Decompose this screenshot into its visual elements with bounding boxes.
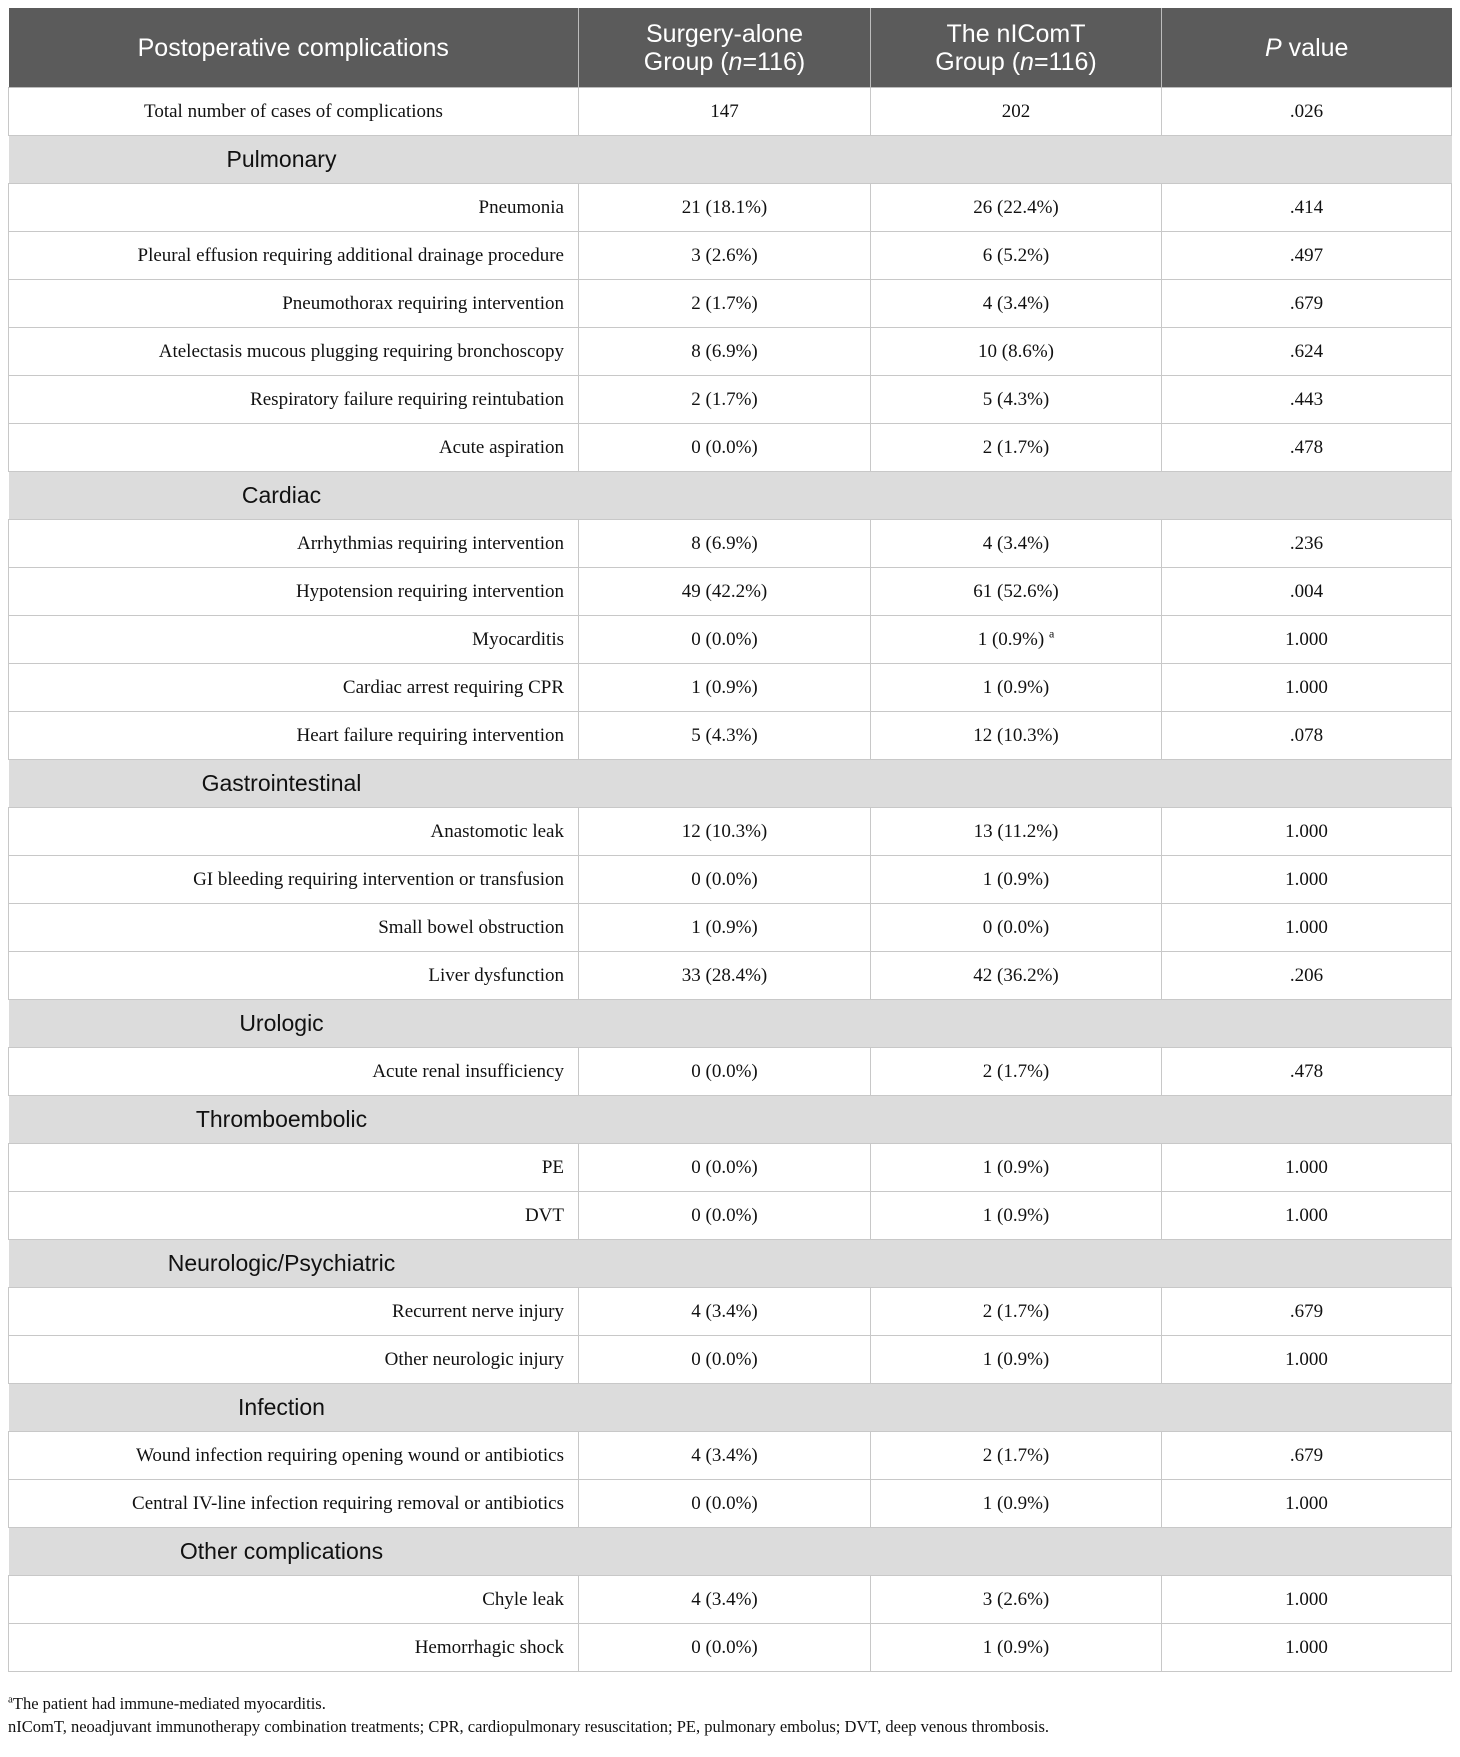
p-value: 1.000 <box>1162 1144 1452 1192</box>
nicomt-value: 1 (0.9%) <box>982 1204 1050 1226</box>
complication-label: Hypotension requiring intervention <box>9 568 579 616</box>
category-label: Other complications <box>179 1538 384 1564</box>
p-value: .624 <box>1162 328 1452 376</box>
complication-label: Pleural effusion requiring additional drainage procedure <box>9 232 579 280</box>
table-row <box>9 328 1452 376</box>
table-row <box>9 664 1452 712</box>
category-row <box>9 760 1452 808</box>
complication-label: Myocarditis <box>9 616 579 664</box>
p-value: .414 <box>1162 184 1452 232</box>
table-row <box>9 712 1452 760</box>
header-row <box>9 8 1452 88</box>
p-value: .679 <box>1162 1432 1452 1480</box>
header-surgery-alone-line1: Surgery-alone <box>645 19 804 48</box>
surgery-alone-value: 0 (0.0%) <box>579 1624 871 1672</box>
nicomt-value: 26 (22.4%) <box>973 196 1059 218</box>
p-value: .679 <box>1162 1288 1452 1336</box>
surgery-alone-value: 5 (4.3%) <box>579 712 871 760</box>
table-row <box>9 1576 1452 1624</box>
nicomt-cell <box>871 280 1162 328</box>
table-row <box>9 1480 1452 1528</box>
header-surgery-alone-line2-pre: Group ( <box>643 47 729 76</box>
p-value: 1.000 <box>1162 616 1452 664</box>
surgery-alone-value: 4 (3.4%) <box>579 1576 871 1624</box>
header-nicomt-line1: The nIComT <box>946 19 1086 48</box>
complication-label: Pneumonia <box>9 184 579 232</box>
category-cell <box>9 1096 1452 1144</box>
header-surgery-alone <box>579 8 871 88</box>
nicomt-cell <box>871 712 1162 760</box>
complication-label: Liver dysfunction <box>9 952 579 1000</box>
surgery-alone-value: 0 (0.0%) <box>579 1192 871 1240</box>
nicomt-value: 0 (0.0%) <box>982 916 1050 938</box>
nicomt-cell <box>871 328 1162 376</box>
category-label: Urologic <box>239 1010 324 1036</box>
category-label: Gastrointestinal <box>201 770 362 796</box>
nicomt-cell <box>871 424 1162 472</box>
header-surgery-alone-line2-post: =116) <box>742 47 806 76</box>
category-label: Pulmonary <box>226 146 337 172</box>
surgery-alone-value: 0 (0.0%) <box>579 1336 871 1384</box>
surgery-alone-value: 0 (0.0%) <box>579 424 871 472</box>
p-value: 1.000 <box>1162 1624 1452 1672</box>
category-label: Cardiac <box>241 482 322 508</box>
complication-label: Central IV-line infection requiring removal or antibiotics <box>9 1480 579 1528</box>
nicomt-value: 2 (1.7%) <box>982 436 1050 458</box>
nicomt-cell <box>871 664 1162 712</box>
nicomt-cell <box>871 1048 1162 1096</box>
header-complications-label: Postoperative complications <box>137 33 449 62</box>
p-value: .679 <box>1162 280 1452 328</box>
complication-label: GI bleeding requiring intervention or transfusion <box>9 856 579 904</box>
category-cell <box>9 1000 1452 1048</box>
complication-label: PE <box>9 1144 579 1192</box>
table-header <box>9 8 1452 88</box>
footnotes <box>8 1692 1049 1738</box>
nicomt-value: 13 (11.2%) <box>973 820 1059 842</box>
complications-table <box>8 8 1452 1672</box>
table-row <box>9 856 1452 904</box>
nicomt-value: 6 (5.2%) <box>982 244 1050 266</box>
category-cell <box>9 760 1452 808</box>
nicomt-value: 1 (0.9%) <box>982 1156 1050 1178</box>
surgery-alone-value: 49 (42.2%) <box>579 568 871 616</box>
table-row <box>9 184 1452 232</box>
nicomt-cell <box>871 808 1162 856</box>
table-row <box>9 808 1452 856</box>
complication-label: Pneumothorax requiring intervention <box>9 280 579 328</box>
category-label: Thromboembolic <box>195 1106 368 1132</box>
surgery-alone-value: 8 (6.9%) <box>579 328 871 376</box>
category-cell <box>9 472 1452 520</box>
nicomt-cell <box>871 616 1162 664</box>
header-p-rest: value <box>1281 33 1349 62</box>
table-row <box>9 1144 1452 1192</box>
surgery-alone-value: 21 (18.1%) <box>579 184 871 232</box>
complication-label: Heart failure requiring intervention <box>9 712 579 760</box>
surgery-alone-value: 12 (10.3%) <box>579 808 871 856</box>
surgery-alone-value: 1 (0.9%) <box>579 664 871 712</box>
total-surgery-alone: 147 <box>579 88 871 136</box>
nicomt-cell <box>871 1480 1162 1528</box>
total-nicomt: 202 <box>871 88 1162 136</box>
category-row <box>9 1000 1452 1048</box>
p-value: 1.000 <box>1162 1576 1452 1624</box>
p-value: .443 <box>1162 376 1452 424</box>
header-nicomt <box>871 8 1162 88</box>
p-value: 1.000 <box>1162 1336 1452 1384</box>
p-value: .004 <box>1162 568 1452 616</box>
nicomt-cell <box>871 1432 1162 1480</box>
p-value: 1.000 <box>1162 1192 1452 1240</box>
nicomt-cell <box>871 1288 1162 1336</box>
nicomt-cell <box>871 1576 1162 1624</box>
category-label: Neurologic/Psychiatric <box>167 1250 396 1276</box>
surgery-alone-value: 8 (6.9%) <box>579 520 871 568</box>
p-value: .078 <box>1162 712 1452 760</box>
nicomt-cell <box>871 1192 1162 1240</box>
nicomt-value: 10 (8.6%) <box>978 340 1054 362</box>
nicomt-value: 5 (4.3%) <box>982 388 1050 410</box>
surgery-alone-value: 33 (28.4%) <box>579 952 871 1000</box>
nicomt-value: 3 (2.6%) <box>982 1588 1050 1610</box>
footnote-marker: a <box>1048 626 1055 641</box>
surgery-alone-value: 4 (3.4%) <box>579 1432 871 1480</box>
nicomt-value: 1 (0.9%) <box>982 676 1050 698</box>
category-row <box>9 1528 1452 1576</box>
nicomt-cell <box>871 952 1162 1000</box>
category-row <box>9 1096 1452 1144</box>
nicomt-value: 12 (10.3%) <box>973 724 1059 746</box>
nicomt-value: 4 (3.4%) <box>982 292 1050 314</box>
nicomt-value: 42 (36.2%) <box>973 964 1059 986</box>
nicomt-value: 1 (0.9%) <box>982 1348 1050 1370</box>
category-row <box>9 136 1452 184</box>
complication-label: Atelectasis mucous plugging requiring bronchoscopy <box>9 328 579 376</box>
nicomt-cell <box>871 1624 1162 1672</box>
table-body <box>9 88 1452 1672</box>
nicomt-cell <box>871 1144 1162 1192</box>
table-row <box>9 520 1452 568</box>
total-label: Total number of cases of complications <box>9 88 579 136</box>
footnote-a-marker: a <box>8 1693 13 1706</box>
complication-label: Other neurologic injury <box>9 1336 579 1384</box>
header-nicomt-line2-pre: Group ( <box>935 47 1021 76</box>
footnote-abbreviations: nIComT, neoadjuvant immunotherapy combination treatments; CPR, cardiopulmonary resuscitation; PE, pulmonary embolus; DVT, deep venous thrombosis. <box>8 1717 1050 1736</box>
table-row <box>9 568 1452 616</box>
nicomt-cell <box>871 856 1162 904</box>
complication-label: Cardiac arrest requiring CPR <box>9 664 579 712</box>
nicomt-value: 4 (3.4%) <box>982 532 1050 554</box>
footnote-a-text: The patient had immune-mediated myocarditis. <box>12 1694 326 1713</box>
complication-label: DVT <box>9 1192 579 1240</box>
p-value: .206 <box>1162 952 1452 1000</box>
table-row <box>9 1288 1452 1336</box>
category-cell <box>9 1240 1452 1288</box>
category-cell <box>9 1528 1452 1576</box>
nicomt-cell <box>871 232 1162 280</box>
table-row <box>9 280 1452 328</box>
total-row <box>9 88 1452 136</box>
header-p-italic: P <box>1265 33 1282 62</box>
footnote-a <box>8 1692 1049 1715</box>
category-row <box>9 1384 1452 1432</box>
nicomt-cell <box>871 520 1162 568</box>
header-nicomt-line2-post: =116) <box>1033 47 1097 76</box>
nicomt-cell <box>871 904 1162 952</box>
table-row <box>9 1336 1452 1384</box>
total-p-value: .026 <box>1162 88 1452 136</box>
p-value: 1.000 <box>1162 664 1452 712</box>
nicomt-value: 1 (0.9%) <box>982 1636 1050 1658</box>
category-row <box>9 1240 1452 1288</box>
complications-table-container <box>8 8 1451 1672</box>
table-row <box>9 1192 1452 1240</box>
complication-label: Small bowel obstruction <box>9 904 579 952</box>
category-cell <box>9 1384 1452 1432</box>
surgery-alone-value: 0 (0.0%) <box>579 1048 871 1096</box>
p-value: .478 <box>1162 1048 1452 1096</box>
p-value: .497 <box>1162 232 1452 280</box>
nicomt-value: 61 (52.6%) <box>973 580 1059 602</box>
nicomt-value: 1 (0.9%) <box>982 1492 1050 1514</box>
p-value: 1.000 <box>1162 856 1452 904</box>
nicomt-cell <box>871 376 1162 424</box>
nicomt-value: 2 (1.7%) <box>982 1300 1050 1322</box>
nicomt-cell <box>871 1336 1162 1384</box>
header-nicomt-n: n <box>1020 47 1034 76</box>
surgery-alone-value: 0 (0.0%) <box>579 1144 871 1192</box>
complication-label: Recurrent nerve injury <box>9 1288 579 1336</box>
complication-label: Arrhythmias requiring intervention <box>9 520 579 568</box>
table-row <box>9 1624 1452 1672</box>
surgery-alone-value: 3 (2.6%) <box>579 232 871 280</box>
complication-label: Acute aspiration <box>9 424 579 472</box>
table-row <box>9 232 1452 280</box>
p-value: .478 <box>1162 424 1452 472</box>
table-row <box>9 616 1452 664</box>
table-row <box>9 424 1452 472</box>
complication-label: Chyle leak <box>9 1576 579 1624</box>
p-value: 1.000 <box>1162 808 1452 856</box>
surgery-alone-value: 0 (0.0%) <box>579 1480 871 1528</box>
table-row <box>9 376 1452 424</box>
surgery-alone-value: 2 (1.7%) <box>579 280 871 328</box>
surgery-alone-value: 0 (0.0%) <box>579 856 871 904</box>
nicomt-cell <box>871 568 1162 616</box>
nicomt-value: 1 (0.9%) <box>982 868 1050 890</box>
surgery-alone-value: 1 (0.9%) <box>579 904 871 952</box>
surgery-alone-value: 4 (3.4%) <box>579 1288 871 1336</box>
surgery-alone-value: 2 (1.7%) <box>579 376 871 424</box>
complication-label: Hemorrhagic shock <box>9 1624 579 1672</box>
header-p-value <box>1162 8 1452 88</box>
category-cell <box>9 136 1452 184</box>
complication-label: Acute renal insufficiency <box>9 1048 579 1096</box>
header-complications <box>9 8 579 88</box>
p-value: 1.000 <box>1162 904 1452 952</box>
category-row <box>9 472 1452 520</box>
nicomt-value: 2 (1.7%) <box>982 1060 1050 1082</box>
table-row <box>9 1048 1452 1096</box>
table-row <box>9 952 1452 1000</box>
surgery-alone-value: 0 (0.0%) <box>579 616 871 664</box>
nicomt-cell <box>871 184 1162 232</box>
table-row <box>9 904 1452 952</box>
header-surgery-alone-n: n <box>728 47 743 76</box>
nicomt-value: 1 (0.9%) <box>977 628 1045 650</box>
category-label: Infection <box>238 1394 325 1420</box>
complication-label: Wound infection requiring opening wound or antibiotics <box>9 1432 579 1480</box>
table-row <box>9 1432 1452 1480</box>
complication-label: Anastomotic leak <box>9 808 579 856</box>
p-value: 1.000 <box>1162 1480 1452 1528</box>
complication-label: Respiratory failure requiring reintubation <box>9 376 579 424</box>
p-value: .236 <box>1162 520 1452 568</box>
nicomt-value: 2 (1.7%) <box>982 1444 1050 1466</box>
